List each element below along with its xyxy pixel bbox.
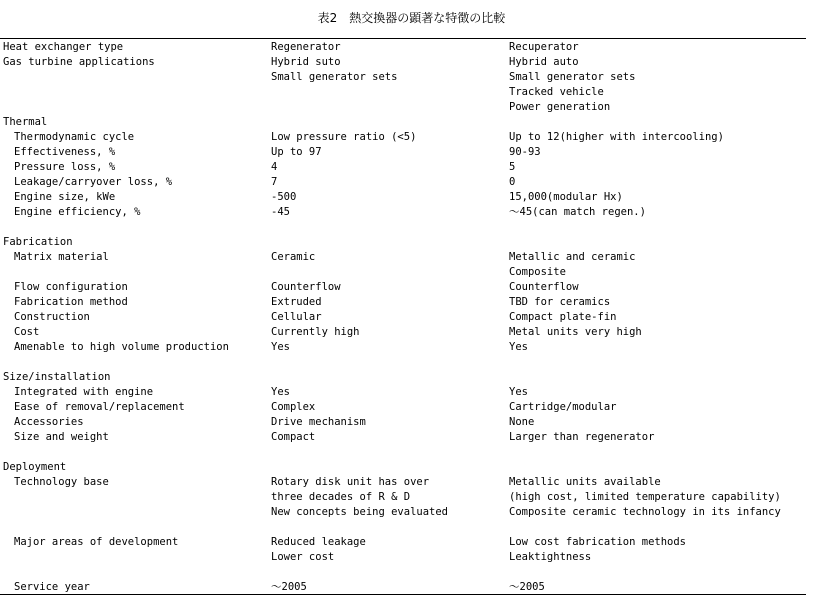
recuperator-cell: Tracked vehicle [509,86,604,98]
comparison-table [3,40,813,595]
row-label: Effectiveness, % [14,146,116,158]
row-label: Fabrication [3,236,73,248]
recuperator-cell: Recuperator [509,41,579,53]
table-row [3,280,813,295]
regenerator-cell: Currently high [271,326,360,338]
table-row [3,415,813,430]
regenerator-cell: Up to 97 [271,146,322,158]
row-label: Accessories [14,416,84,428]
table-row [3,115,813,130]
row-label: Engine size, kWe [14,191,116,203]
recuperator-cell: (high cost, limited temperature capability) [509,491,781,503]
table-row [3,325,813,340]
table-row [3,505,813,520]
regenerator-cell: 7 [271,176,278,188]
regenerator-cell: Low pressure ratio (<5) [271,131,417,143]
recuperator-cell: Larger than regenerator [509,431,655,443]
regenerator-cell: Lower cost [271,551,335,563]
table-row [3,190,813,205]
recuperator-cell: Compact plate-fin [509,311,617,323]
row-label: Construction [14,311,90,323]
recuperator-cell: Metallic units available [509,476,661,488]
recuperator-cell: None [509,416,535,428]
table-row [3,130,813,145]
table-row [3,430,813,445]
row-label: Leakage/carryover loss, % [14,176,173,188]
row-label: Major areas of development [14,536,179,548]
regenerator-cell: Yes [271,386,290,398]
row-label: Thermal [3,116,48,128]
regenerator-cell: -45 [271,206,290,218]
recuperator-cell: Metal units very high [509,326,642,338]
recuperator-cell: 5 [509,161,516,173]
recuperator-cell: Counterflow [509,281,579,293]
recuperator-cell: Power generation [509,101,611,113]
table-row [3,85,813,100]
row-label: Fabrication method [14,296,128,308]
table-row [3,400,813,415]
row-label: Thermodynamic cycle [14,131,135,143]
regenerator-cell: Yes [271,341,290,353]
row-label: Engine efficiency, % [14,206,141,218]
table-row [3,100,813,115]
row-label: Pressure loss, % [14,161,116,173]
recuperator-cell: Up to 12(higher with intercooling) [509,131,724,143]
table-row [3,490,813,505]
regenerator-cell: New concepts being evaluated [271,506,449,518]
recuperator-cell: 90-93 [509,146,541,158]
recuperator-cell: Low cost fabrication methods [509,536,687,548]
row-label: Size/installation [3,371,111,383]
regenerator-cell: Regenerator [271,41,341,53]
table-row [3,340,813,355]
table-row [3,580,813,595]
recuperator-cell: 0 [509,176,516,188]
row-label: Size and weight [14,431,109,443]
table-row [3,355,813,370]
table-row [3,235,813,250]
top-rule [0,38,806,39]
recuperator-cell: ～2005 [509,581,545,593]
table-row [3,70,813,85]
row-label: Integrated with engine [14,386,154,398]
regenerator-cell: -500 [271,191,297,203]
regenerator-cell: Hybrid suto [271,56,341,68]
table-row [3,565,813,580]
recuperator-cell: Metallic and ceramic [509,251,636,263]
table-row [3,40,813,55]
row-label: Amenable to high volume production [14,341,229,353]
table-row [3,370,813,385]
regenerator-cell: three decades of R & D [271,491,411,503]
regenerator-cell: 4 [271,161,278,173]
table-row [3,445,813,460]
bottom-rule [0,594,806,595]
table-row [3,295,813,310]
regenerator-cell: Ceramic [271,251,316,263]
table-row [3,310,813,325]
recuperator-cell: Hybrid auto [509,56,579,68]
row-label: Service year [14,581,90,593]
row-label: Matrix material [14,251,109,263]
recuperator-cell: Composite [509,266,566,278]
table-row [3,520,813,535]
regenerator-cell: Rotary disk unit has over [271,476,430,488]
recuperator-cell: Small generator sets [509,71,636,83]
recuperator-cell: Yes [509,341,528,353]
regenerator-cell: Compact [271,431,316,443]
recuperator-cell: Cartridge/modular [509,401,617,413]
table-row [3,460,813,475]
regenerator-cell: Counterflow [271,281,341,293]
table-row [3,55,813,70]
regenerator-cell: Complex [271,401,316,413]
table-row [3,220,813,235]
regenerator-cell: Drive mechanism [271,416,366,428]
row-label: Ease of removal/replacement [14,401,185,413]
table-row [3,265,813,280]
row-label: Heat exchanger type [3,41,124,53]
row-label: Flow configuration [14,281,128,293]
regenerator-cell: Reduced leakage [271,536,366,548]
row-label: Deployment [3,461,67,473]
row-label: Cost [14,326,40,338]
regenerator-cell: ～2005 [271,581,307,593]
table-row [3,475,813,490]
recuperator-cell: Yes [509,386,528,398]
regenerator-cell: Cellular [271,311,322,323]
table-row [3,250,813,265]
recuperator-cell: TBD for ceramics [509,296,611,308]
recuperator-cell: Composite ceramic technology in its infancy [509,506,781,518]
row-label: Gas turbine applications [3,56,155,68]
regenerator-cell: Small generator sets [271,71,398,83]
table-title: 表2 熱交換器の顕著な特徴の比較 [317,11,506,25]
table-row [3,205,813,220]
recuperator-cell: ～45(can match regen.) [509,206,646,218]
row-label: Technology base [14,476,109,488]
recuperator-cell: 15,000(modular Hx) [509,191,623,203]
recuperator-cell: Leaktightness [509,551,592,563]
table-row [3,160,813,175]
table-row [3,175,813,190]
table-row [3,535,813,550]
table-row [3,385,813,400]
regenerator-cell: Extruded [271,296,322,308]
table-row [3,145,813,160]
table-row [3,550,813,565]
